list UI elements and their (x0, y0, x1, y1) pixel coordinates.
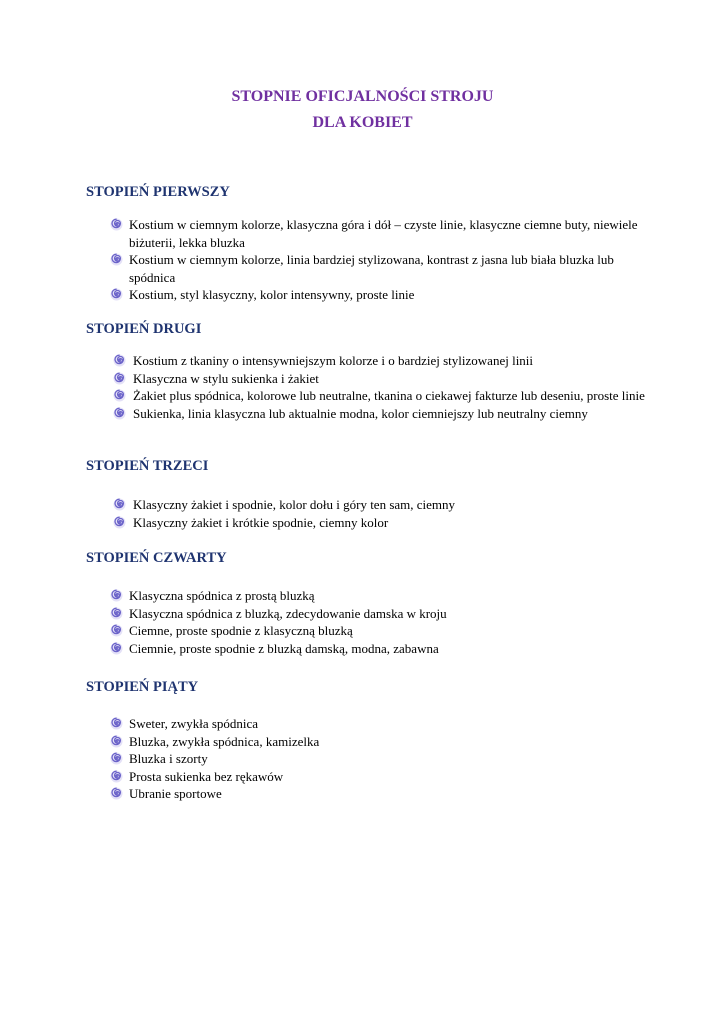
document-title-line1: STOPNIE OFICJALNOŚCI STROJU (231, 88, 494, 105)
list-item (86, 605, 646, 623)
item-list (86, 715, 646, 803)
list-item-text: Ciemnie, proste spodnie z bluzką damską, modna, zabawna (129, 640, 439, 656)
spiral-bullet-icon (110, 288, 123, 301)
list-item-text: Klasyczna spódnica z prostą bluzką (129, 588, 315, 603)
list-item (86, 216, 646, 251)
spiral-bullet-icon (110, 253, 123, 266)
list-item-text: Ciemne, proste spodnie z klasyczną bluzką (129, 623, 353, 638)
spiral-bullet-icon (110, 735, 123, 748)
spiral-bullet-icon (113, 372, 126, 385)
item-list (86, 587, 646, 657)
list-item (86, 733, 646, 751)
list-item (86, 587, 646, 605)
item-list (86, 352, 646, 422)
list-item (86, 251, 646, 286)
list-item-text: Kostium w ciemnym kolorze, linia bardziej stylizowana, kontrast z jasna lub biała bluzka lub spódnica (129, 252, 614, 285)
section-stopien-trzeci (86, 456, 646, 531)
list-item (86, 514, 646, 532)
list-item-text: Kostium z tkaniny o intensywniejszym kolorze i o bardziej stylizowanej linii (133, 353, 534, 368)
spiral-bullet-icon (110, 607, 123, 620)
section-stopien-drugi (86, 319, 646, 422)
list-item-text: Klasyczna w stylu sukienka i żakiet (133, 370, 319, 386)
list-item-text: Ubranie sportowe (129, 786, 222, 801)
list-item (86, 715, 646, 733)
list-item (86, 352, 646, 370)
spiral-bullet-icon (113, 498, 126, 511)
list-item (86, 622, 646, 640)
list-item (86, 768, 646, 786)
list-item-text: Klasyczna spódnica z bluzką, zdecydowanie damska w kroju (129, 605, 447, 621)
spiral-bullet-icon (110, 589, 123, 602)
spiral-bullet-icon (110, 717, 123, 730)
item-list (86, 216, 646, 304)
spiral-bullet-icon (110, 218, 123, 231)
section-stopien-piaty (86, 677, 646, 803)
list-item-text: Sukienka, linia klasyczna lub aktualnie modna, kolor ciemniejszy lub neutralny ciemny (133, 405, 588, 421)
spiral-bullet-icon (113, 354, 126, 367)
spiral-bullet-icon (110, 770, 123, 783)
list-item-text: Kostium w ciemnym kolorze, klasyczna góra i dół – czyste linie, klasyczne ciemne buty, niewiele biżuterii, lekka bluzka (129, 217, 638, 250)
spiral-bullet-icon (113, 389, 126, 402)
list-item-text: Kostium, styl klasyczny, kolor intensywny, proste linie (129, 287, 415, 302)
section-heading: STOPIEŃ TRZECI (86, 458, 209, 474)
list-item (86, 370, 646, 388)
spiral-bullet-icon (110, 642, 123, 655)
spiral-bullet-icon (110, 752, 123, 765)
list-item-text: Klasyczny żakiet i spodnie, kolor dołu i góry ten sam, ciemny (133, 497, 456, 512)
section-stopien-czwarty (86, 548, 646, 657)
list-item (86, 496, 646, 514)
spiral-bullet-icon (113, 407, 126, 420)
list-item-text: Sweter, zwykła spódnica (129, 716, 259, 731)
list-item (86, 750, 646, 768)
list-item (86, 286, 646, 304)
list-item-text: Żakiet plus spódnica, kolorowe lub neutralne, tkanina o ciekawej fakturze lub deseniu, proste linie (133, 388, 645, 403)
spiral-bullet-icon (113, 516, 126, 529)
spiral-bullet-icon (110, 787, 123, 800)
list-item-text: Bluzka i szorty (129, 751, 208, 766)
spiral-bullet-icon (110, 624, 123, 637)
document-title-line2: DLA KOBIET (312, 114, 413, 131)
item-list (86, 496, 646, 531)
section-stopien-pierwszy (86, 182, 646, 304)
list-item-text: Klasyczny żakiet i krótkie spodnie, ciemny kolor (133, 514, 389, 530)
list-item-text: Bluzka, zwykła spódnica, kamizelka (129, 733, 320, 749)
section-heading: STOPIEŃ CZWARTY (86, 550, 227, 566)
section-heading: STOPIEŃ DRUGI (86, 321, 202, 337)
list-item (86, 405, 646, 423)
section-heading: STOPIEŃ PIERWSZY (86, 184, 230, 200)
list-item (86, 387, 646, 405)
list-item (86, 640, 646, 658)
section-heading: STOPIEŃ PIĄTY (86, 679, 199, 695)
list-item (86, 785, 646, 803)
list-item-text: Prosta sukienka bez rękawów (129, 768, 284, 784)
